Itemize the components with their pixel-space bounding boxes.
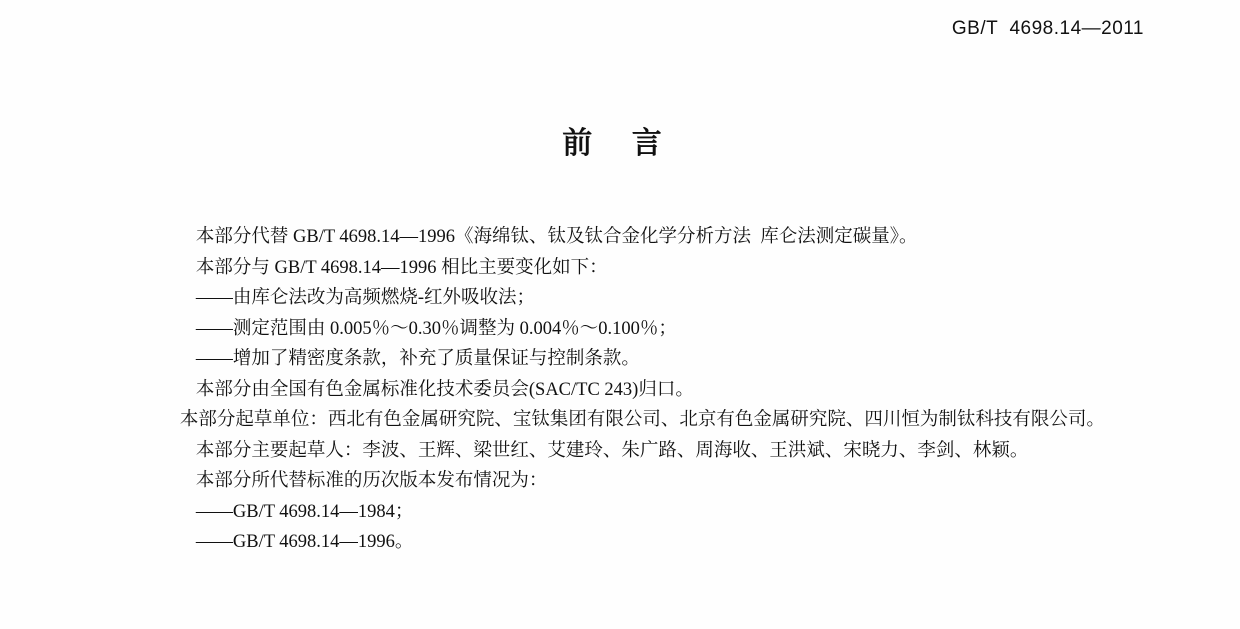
page-header-standard-code: GB/T 4698.14—2011: [951, 18, 1144, 39]
paragraph: 本部分所代替标准的历次版本发布情况为：: [182, 471, 548, 491]
paragraph: 本部分主要起草人：李波、王辉、梁世红、艾建玲、朱广路、周海收、王洪斌、宋晓力、李剑、林颖。: [182, 440, 1029, 461]
paragraph: ——由库仑法改为高频燃烧-红外吸收法；: [182, 288, 536, 308]
paragraph: 本部分由全国有色金属标准化技术委员会(SAC/TC 243)归口。: [182, 379, 694, 400]
page-title: 前 言: [562, 127, 678, 160]
foreword-body: [166, 222, 1112, 558]
paragraph: ——增加了精密度条款，补充了质量保证与控制条款。: [182, 349, 640, 369]
paragraph: 本部分代替 GB/T 4698.14—1996《海绵钛、钛及钛合金化学分析方法 库仑法测定碳量》。: [182, 227, 918, 247]
paragraph: 本部分起草单位：西北有色金属研究院、宝钛集团有限公司、北京有色金属研究院、四川恒为制钛科技有限公司。: [166, 410, 1105, 430]
paragraph: ——GB/T 4698.14—1984；: [182, 501, 414, 522]
paragraph: ——GB/T 4698.14—1996。: [182, 532, 414, 552]
paragraph: ——测定范围由 0.005％～0.30％调整为 0.004％～0.100％；: [182, 318, 677, 339]
paragraph: 本部分与 GB/T 4698.14—1996 相比主要变化如下：: [182, 257, 608, 278]
